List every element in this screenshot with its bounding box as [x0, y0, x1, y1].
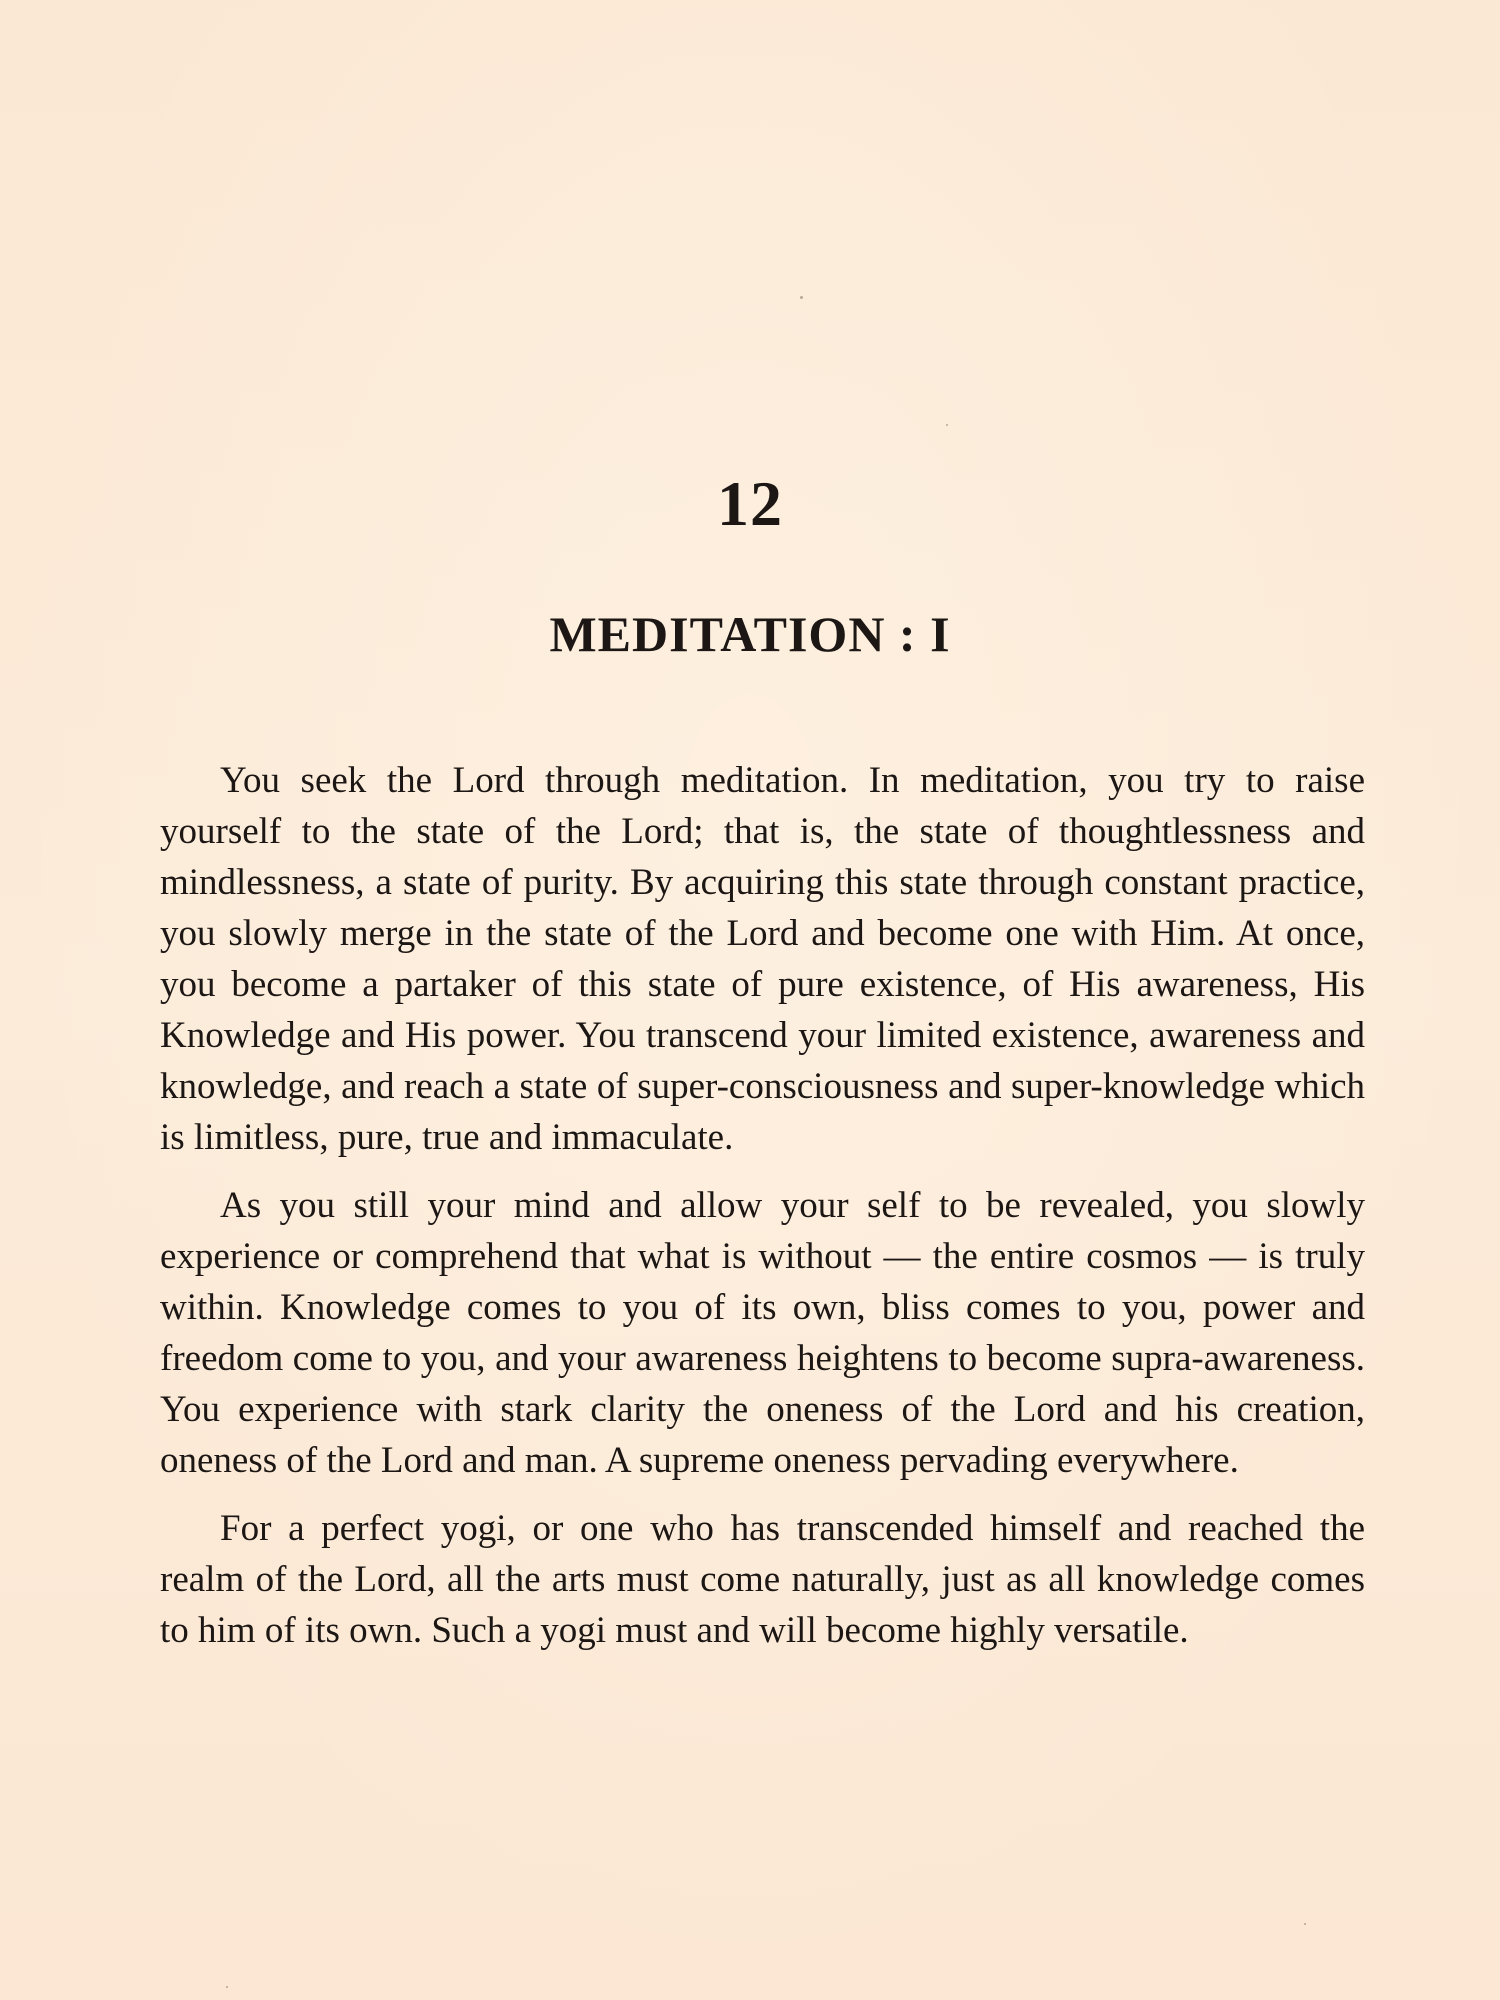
paragraph-2: As you still your mind and allow your self to be revealed, you slowly experience or comprehend that what is without — the entire cosmos — is truly within. Knowledge comes to you of its own, bliss comes to you, power and freedom come to you, and your awareness heightens to become supra-awareness. You experience with stark clarity the oneness of the Lord and his creation, oneness of the Lord and man. A supreme oneness pervading everywhere.: [160, 1185, 1365, 1481]
chapter-title: MEDITATION : I: [549, 606, 951, 662]
paper-speck: [1304, 1923, 1306, 1925]
chapter-number: 12: [717, 468, 783, 539]
paper-speck: [226, 1986, 228, 1988]
paper-speck: [946, 424, 948, 426]
paper-speck: [800, 296, 803, 299]
paragraph-3: For a perfect yogi, or one who has transcended himself and reached the realm of the Lord, all the arts must come naturally, just as all knowledge comes to him of its own. Such a yogi must and will become highly versatile.: [160, 1508, 1365, 1651]
chapter-body: [160, 755, 1365, 1673]
paragraph-1: You seek the Lord through meditation. In meditation, you try to raise yourself to the state of the Lord; that is, the state of thoughtlessness and mindlessness, a state of purity. By acquiring this state through constant practice, you slowly merge in the state of the Lord and become one with Him. At once, you become a partaker of this state of pure existence, of His awareness, His Knowledge and His power. You transcend your limited existence, awareness and knowledge, and reach a state of super-consciousness and super-knowledge which is limitless, pure, true and immaculate.: [160, 760, 1365, 1158]
